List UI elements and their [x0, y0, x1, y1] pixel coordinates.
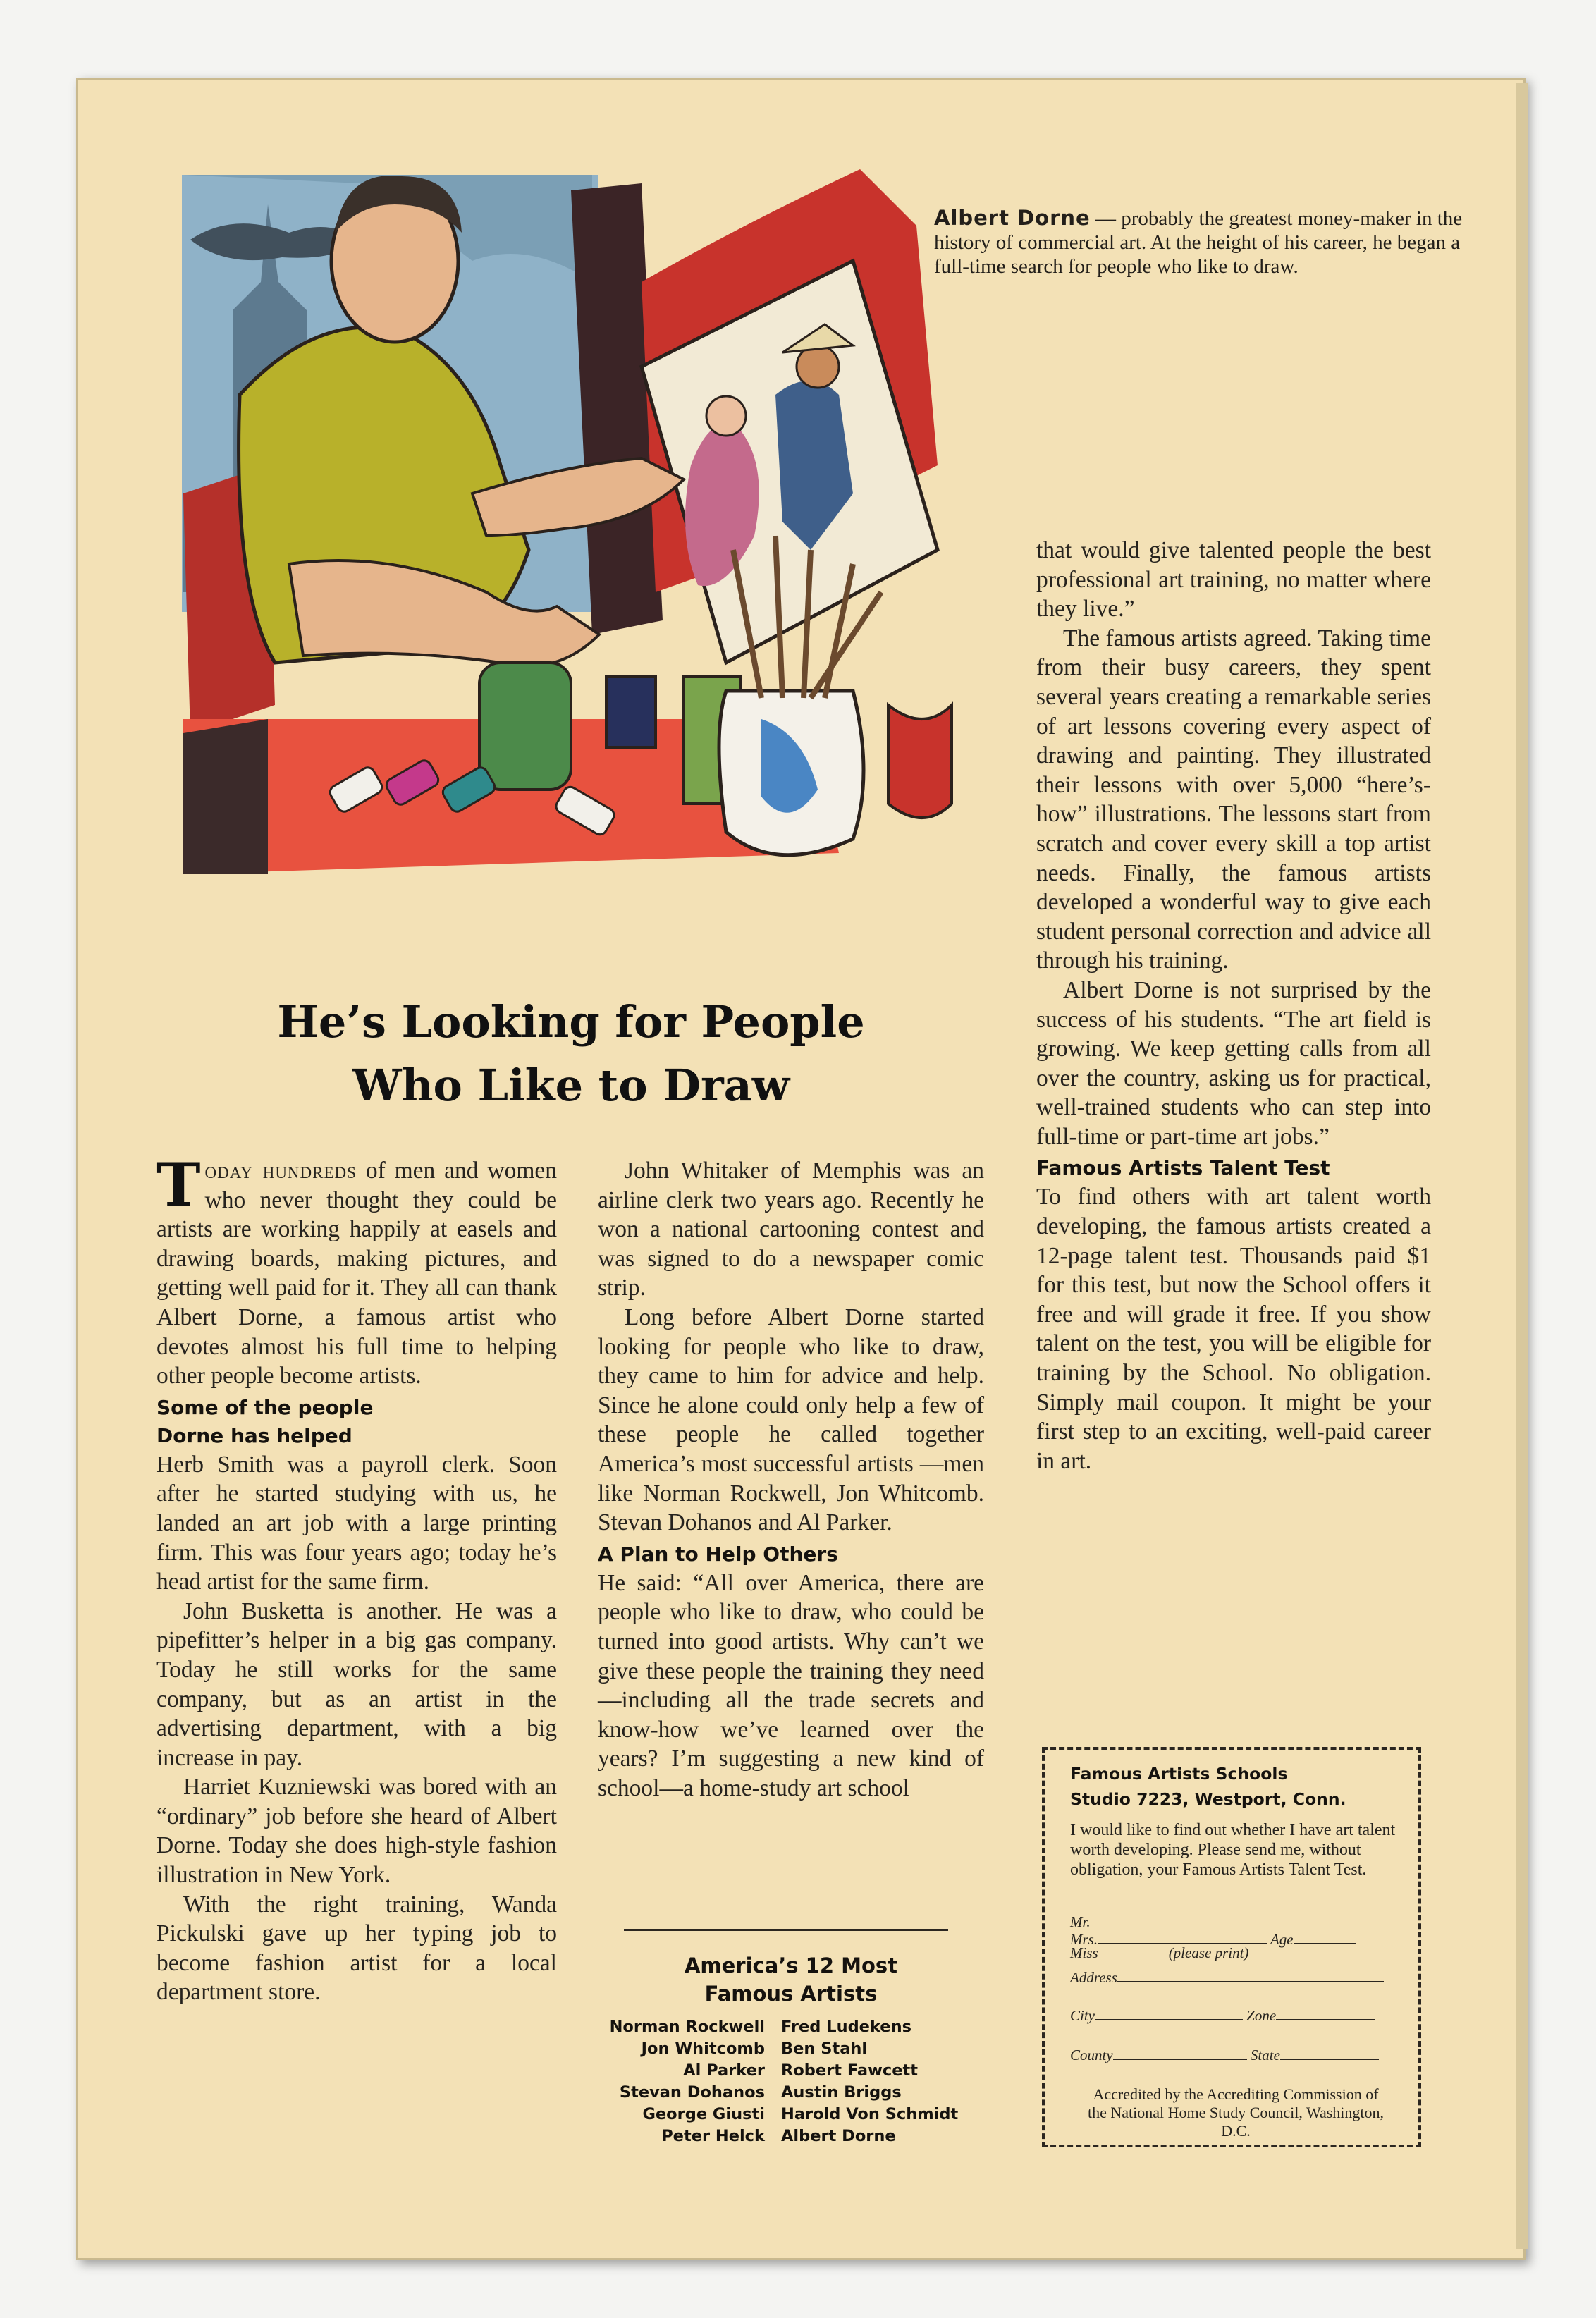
paragraph: With the right training, Wanda Pickulski gave up her typing job to become fashion artist for a local department store.: [156, 1891, 557, 2006]
bowl: [888, 705, 952, 818]
paragraph: Albert Dorne is not surprised by the success of his students. “The art field is growing. We keep getting calls from all over the country, asking us for practical, well-trained students who can step into full-time or part-time art jobs.”: [1036, 976, 1431, 1150]
city-field[interactable]: [1095, 2005, 1243, 2020]
divider-rule: [624, 1929, 948, 1931]
address-field[interactable]: [1117, 1967, 1384, 1982]
artist-name: Norman Rockwell: [609, 2018, 765, 2036]
column-2: [598, 1156, 984, 1803]
illustration-caption: Albert Dorne — probably the greatest money-maker in the history of commercial art. At the height of his career, he began a full-time search for people who like to draw.: [934, 206, 1463, 278]
county-field[interactable]: [1113, 2044, 1247, 2060]
age-field[interactable]: [1294, 1929, 1356, 1944]
paragraph: Long before Albert Dorne started looking for people who like to draw, they came to him for advice and help. Since he alone could only help a few of these people he called together America’s most successful artists —men like Norman Rockwell, Jon Whitcomb. Stevan Dohanos and Al Parker.: [598, 1304, 984, 1536]
paragraph: Herb Smith was a payroll clerk. Soon after he started studying with us, he landed an art job with a large printing firm. This was four years ago; today he’s head artist for the same firm.: [156, 1451, 557, 1595]
paragraph: that would give talented people the best professional art training, no matter where they live.”: [1036, 537, 1431, 623]
accreditation-note: Accredited by the Accrediting Commission of the National Home Study Council, Washington, D.C.: [1087, 2085, 1385, 2140]
artist-name: Harold Von Schmidt: [781, 2105, 959, 2123]
artist-names-right: [781, 2016, 1007, 2147]
artist-name: Austin Briggs: [781, 2083, 902, 2102]
artist-name: Fred Ludekens: [781, 2018, 911, 2036]
artist-name: Ben Stahl: [781, 2040, 868, 2058]
mail-coupon[interactable]: [1042, 1747, 1421, 2147]
paragraph: The famous artists agreed. Taking time from their busy careers, they spent several years creating a remarkable series of art lessons covering every aspect of drawing and painting. They illustrated their lessons with over 5,000 “here’s-how” illustrations. The lessons start from scratch and cover every skill a top artist needs. Finally, the famous artists developed a wonderful way to give each student personal correction and advice all through his training.: [1036, 625, 1431, 974]
paragraph: To find others with art talent worth developing, the famous artists created a 12-page talent test. Thousands paid $1 for this test, but now the School offers it free and will grade it free. If you show talent on the test, you will be eligible for training by the School. No obligation. Simply mail coupon. It might be your first step to an exciting, well-paid career in art.: [1036, 1184, 1431, 1474]
drop-cap: T: [156, 1150, 201, 1220]
artist-name: Peter Helck: [661, 2127, 765, 2145]
subheading-helped: Some of the people Dorne has helped: [156, 1395, 374, 1447]
artist-illustration: [106, 99, 966, 966]
artist-name: Jon Whitcomb: [641, 2040, 765, 2058]
zone-field[interactable]: [1276, 2005, 1375, 2020]
city-row: City Zone: [1070, 2005, 1375, 2025]
name-row: Mrs. Age: [1070, 1929, 1356, 1949]
paint-jar: [479, 663, 571, 790]
address-row: Address: [1070, 1967, 1384, 1987]
subheading-plan: A Plan to Help Others: [598, 1542, 838, 1566]
artist-name: Robert Fawcett: [781, 2061, 918, 2080]
paragraph: John Busketta is another. He was a pipefitter’s helper in a big gas company. Today he still works for the same company, but as an artist in the advertising department, with a big increase in pay.: [156, 1598, 557, 1771]
mr-label: Mr.: [1070, 1913, 1091, 1930]
paragraph: Harriet Kuzniewski was bored with an “ordinary” job before she heard of Albert Dorne. Today she does high-style fashion illustration in New York.: [156, 1774, 557, 1889]
artist-names-left: [578, 2016, 765, 2147]
artist-name: Stevan Dohanos: [619, 2083, 765, 2102]
paragraph: John Whitaker of Memphis was an airline clerk two years ago. Recently he won a national cartooning contest and was signed to do a newspaper comic strip.: [598, 1158, 984, 1301]
page-edge: [1516, 83, 1528, 2249]
coupon-body: I would like to find out whether I have art talent worth developing. Please send me, without obligation, your Famous Artists Talent Test.: [1070, 1821, 1396, 1879]
subheading-talent-test: Famous Artists Talent Test: [1036, 1156, 1330, 1180]
miss-row: Miss (please print): [1070, 1944, 1249, 1961]
artist-name: George Giusti: [642, 2105, 765, 2123]
headline: [169, 991, 973, 1117]
headline-line1: He’s Looking for People: [277, 996, 865, 1048]
state-field[interactable]: [1280, 2044, 1379, 2060]
artist-name: Albert Dorne: [781, 2127, 896, 2145]
column-3: [1036, 536, 1431, 1476]
headline-line2: Who Like to Draw: [352, 1060, 790, 1111]
paragraph: He said: “All over America, there are people who like to draw, who could be turned into good artists. Why can’t we give these people the training they need—including all the trade secrets and know-how we’ve learned over the years? I’m suggesting a new kind of school—a home-study art school: [598, 1569, 984, 1801]
artist-name: Al Parker: [683, 2061, 765, 2080]
county-row: County State: [1070, 2044, 1379, 2064]
ink-bottle: [606, 677, 656, 747]
coupon-header: Famous Artists Schools Studio 7223, Westport, Conn.: [1070, 1764, 1346, 1809]
column-1: Today hundreds of men and women who never thought they could be artists are working happily at easels and drawing boards, making pictures, and getting well paid for it. They all can thank Albert Dorne, a famous artist who devotes almost his full time to helping other people become artists. Some of the people Dorne has helped Herb Smith was a payroll clerk. Soon after he started studying with us, he landed an art job with a large printing firm. This was four years ago; today he’s head artist for the same firm. John Busketta is another. He was a pipefitter’s helper in a big gas company. Today he still works for the same company, but as an artist in the advertising department, with a big increase in pay. Harriet Kuzniewski was bored with an “ordinary” job before she heard of Albert Dorne. Today she does high-style fashion illustration in New York. With the right training, Wanda Pickulski gave up her typing job to become fashion artist for a local department store.: [156, 1156, 557, 2007]
name-field[interactable]: [1098, 1929, 1267, 1944]
famous-artists-title: America’s 12 Most Famous Artists: [684, 1954, 898, 2006]
